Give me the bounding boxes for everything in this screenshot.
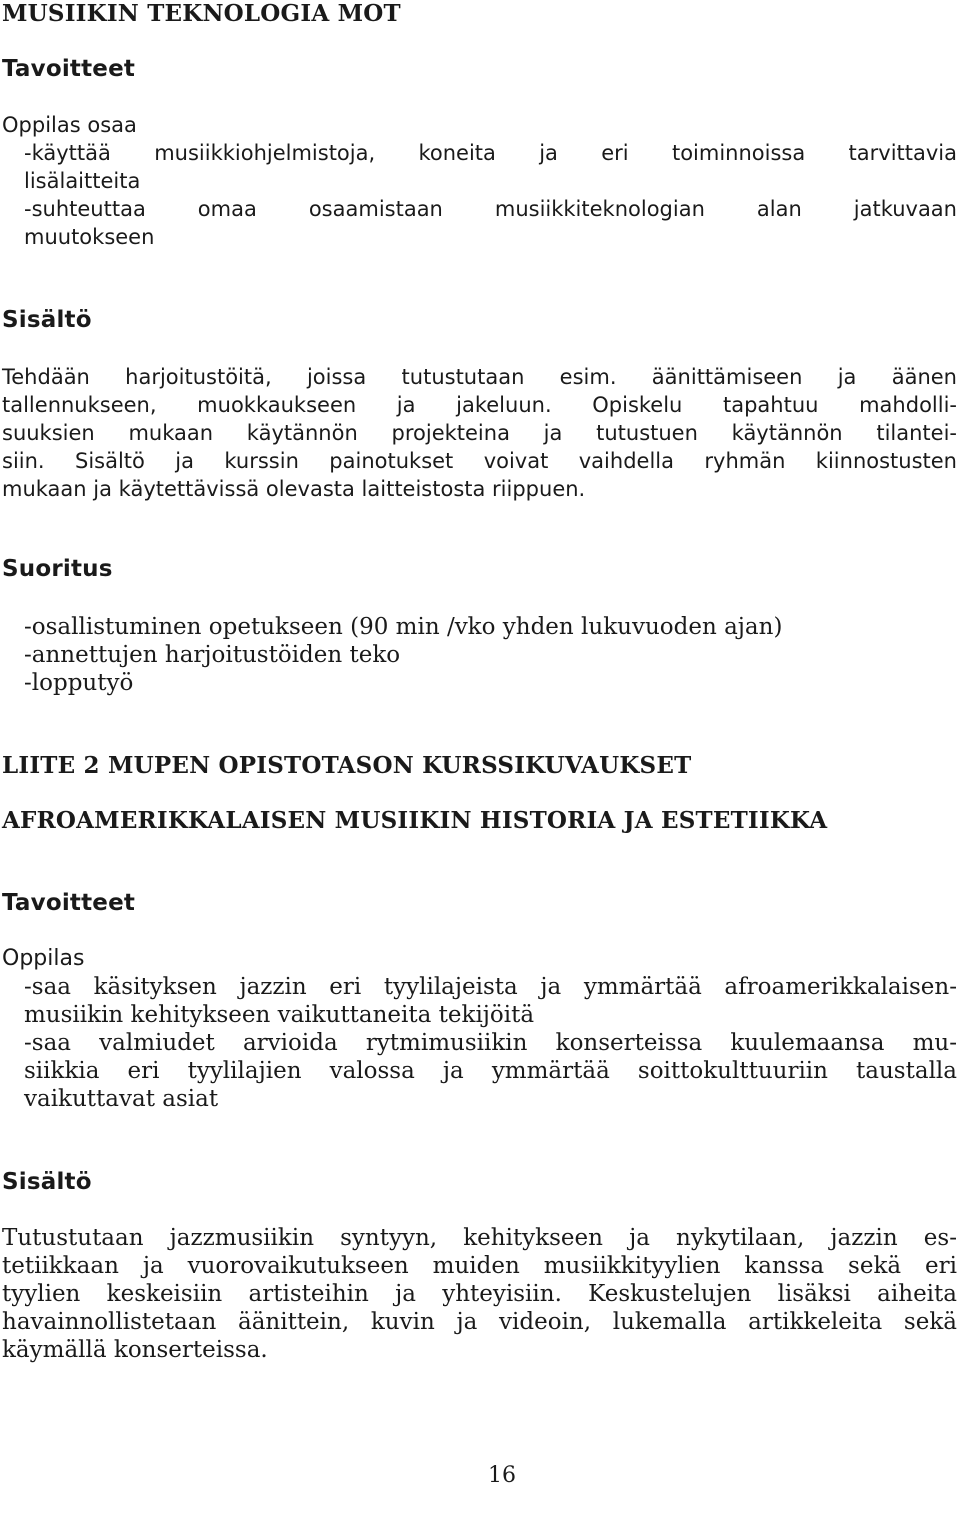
completion-list xyxy=(2,613,782,697)
completion-item: -annettujen harjoitustöiden teko xyxy=(24,642,401,668)
course-title-afro-american-music: AFROAMERIKKALAISEN MUSIIKIN HISTORIA JA ESTETIIKKA xyxy=(2,807,828,834)
goals-heading: Tavoitteet xyxy=(2,56,136,82)
goal-line: -saa valmiudet arvioida rytmimusiikin konserteissa kuulemaansa mu- xyxy=(24,1030,957,1056)
content-heading: Sisältö xyxy=(2,1169,92,1195)
page-number: 16 xyxy=(488,1463,516,1488)
goal-line: vaikuttavat asiat xyxy=(24,1086,219,1112)
content-line: siin. Sisältö ja kurssin painotukset voivat vaihdella ryhmän kiinnostusten xyxy=(2,449,957,473)
goal-line: siikkia eri tyylilajien valossa ja ymmärtää soittokulttuuriin taustalla xyxy=(24,1058,957,1084)
document-page xyxy=(2,0,957,1518)
content-paragraph xyxy=(2,1224,957,1364)
goals-lead: Oppilas xyxy=(2,946,85,971)
content-line: tallennukseen, muokkaukseen ja jakeluun. Opiskelu tapahtuu mahdolli- xyxy=(2,393,957,417)
appendix-title: LIITE 2 MUPEN OPISTOTASON KURSSIKUVAUKSET xyxy=(2,752,692,779)
goals-lead: Oppilas osaa xyxy=(2,113,137,137)
content-line: havainnollistetaan äänittein, kuvin ja videoin, lukemalla artikkeleita sekä xyxy=(2,1309,957,1335)
goal-line: -käyttää musiikkiohjelmistoja, koneita ja eri toiminnoissa tarvittavia xyxy=(24,141,957,165)
goals-block xyxy=(2,945,957,1113)
content-line: Tutustutaan jazzmusiikin syntyyn, kehitykseen ja nykytilaan, jazzin es- xyxy=(2,1225,957,1251)
content-line: suuksien mukaan käytännön projekteina ja tutustuen käytännön tilantei- xyxy=(2,421,957,445)
content-line: tyylien keskeisiin artisteihin ja yhteyisiin. Keskustelujen lisäksi aiheita xyxy=(2,1281,957,1307)
goal-line: -suhteuttaa omaa osaamistaan musiikkiteknologian alan jatkuvaan xyxy=(24,197,957,221)
goals-heading: Tavoitteet xyxy=(2,890,136,916)
goal-line: -saa käsityksen jazzin eri tyylilajeista ja ymmärtää afroamerikkalaisen- xyxy=(24,974,957,1000)
content-line: mukaan ja käytettävissä olevasta laitteistosta riippuen. xyxy=(2,477,586,501)
goal-line: muutokseen xyxy=(24,225,155,249)
content-line: Tehdään harjoitustöitä, joissa tutustutaan esim. äänittämiseen ja äänen xyxy=(2,365,957,389)
content-line: käymällä konserteissa. xyxy=(2,1337,268,1363)
completion-item: -osallistuminen opetukseen (90 min /vko yhden lukuvuoden ajan) xyxy=(24,614,783,640)
goals-block xyxy=(2,111,957,251)
goal-line: musiikin kehitykseen vaikuttaneita tekijöitä xyxy=(24,1002,535,1028)
content-line: tetiikkaan ja vuorovaikutukseen muiden musiikkityylien kanssa sekä eri xyxy=(2,1253,957,1279)
goal-line: lisälaitteita xyxy=(24,169,141,193)
completion-heading: Suoritus xyxy=(2,556,113,582)
completion-item: -lopputyö xyxy=(24,670,134,696)
content-heading: Sisältö xyxy=(2,307,92,333)
content-paragraph xyxy=(2,363,957,503)
course-title-music-technology: MUSIIKIN TEKNOLOGIA MOT xyxy=(2,0,401,27)
